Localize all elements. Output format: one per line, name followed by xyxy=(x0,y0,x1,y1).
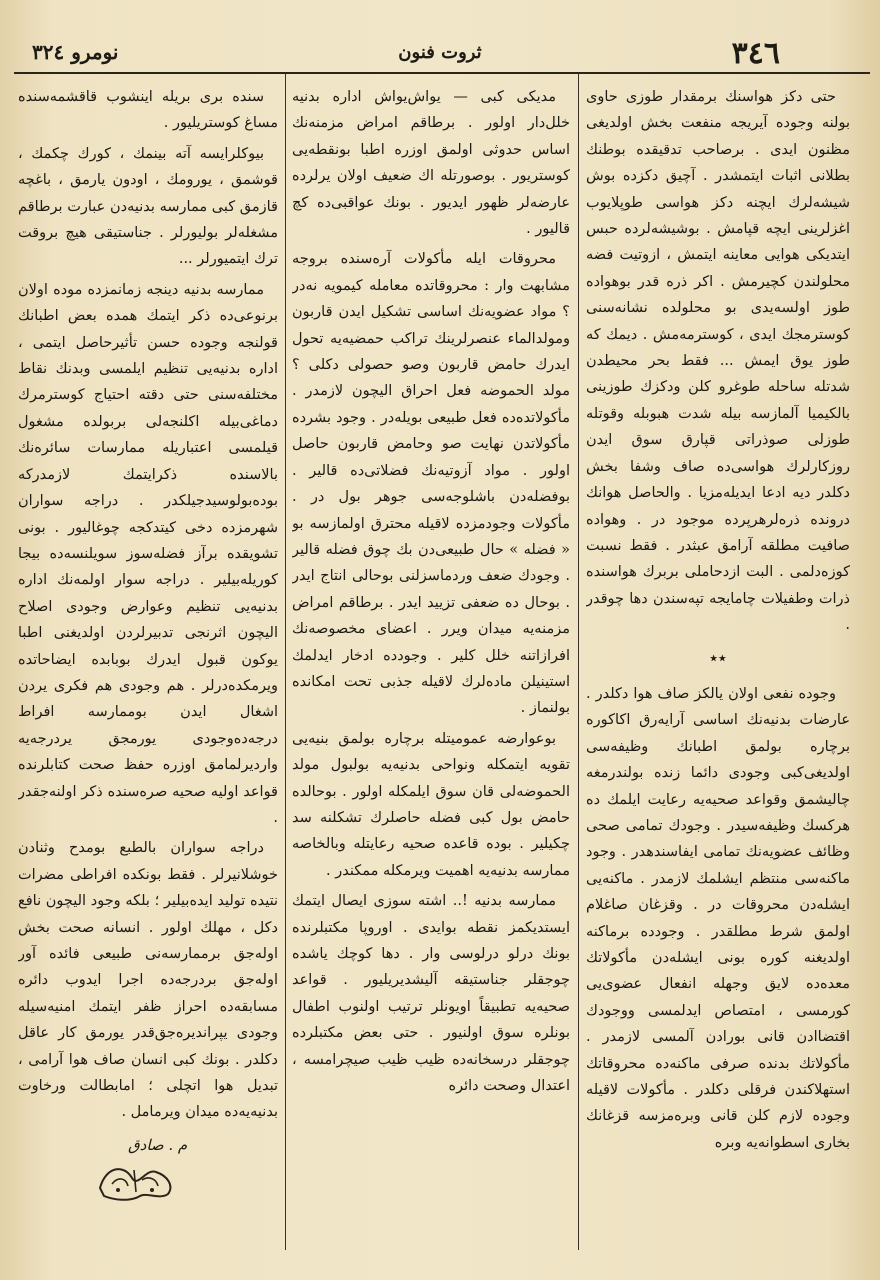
section-separator: ٭٭ xyxy=(709,647,727,667)
paragraph: سنده بری بریله اینشوب قاقشمه‌سنده مساغ کوستریلیور . xyxy=(18,89,278,132)
publisher-seal-ornament xyxy=(94,1158,180,1202)
journal-title: ثروت فنون xyxy=(398,42,482,63)
column-middle xyxy=(292,84,570,1259)
paragraph: بیوکلرایسه آته بینمك ، کورك چکمك ، قوشمق ، یورومك ، اودون یارمق ، باغچه قازمق کبی ممارسه بدنیه‌دن عبارت برطاقم مشغله‌لر بولیورلر . جناستیقی هیچ بروقت ترك ایتمیورلر ... xyxy=(18,145,278,268)
issue-number: نومرو ٣٢٤ xyxy=(32,40,119,64)
column-divider-right xyxy=(578,74,579,1250)
paragraph: دراجه سواران بالطبع بومدح وثنادن خوشلانیرلر . فقط بونکده افراطی مضرات نتیده تولید ایده‌بیلیر ؛ بلکه وجود الیچون نافع دکل ، مهلك اولور . انسانه صحت بخش اوله‌جق برممارسه‌نی طبیعی فائده آور اوله‌جق بردرجه‌ده اجرا ایدوب دائره مسابقه‌ده احراز ظفر ایتمك امنیه‌سیله وجودی یپراندیره‌جق‌قدر یورمق کار عاقل دکلدر . بونك کبی انسان صاف هوا آرامی ، تبدیل هوا اتچلی ؛ امابطالت ورخاوت بدنیه‌یه‌ده میدان ویرمامل . xyxy=(18,840,278,1121)
column-right xyxy=(586,84,850,1259)
paragraph: وجوده نفعی اولان یالکز صاف هوا دکلدر . عارضات بدنیه‌نك اساسی آرایه‌رق اکا‌کوره برچاره بولمق اطبانك وظیفه‌سی اولدیغی‌کبی وجودی دائما زنده بولندرمغه چالیشمق وقواعد صحیه‌یه رعایت ایلمك ده هرکسك وظیفه‌سیدر . وجودك تمامی صحی وظائف عضو‌یه‌نك تمامی ایفاسندهدر . وجود ماکنه‌سی منتظم ایشلمك لازمدر . ماکنه‌یی ایشله‌دن محروقات در . وقزغان صاغلام اولمق شرط مطلقدر . وجودده برماکنه اولدیغنه کوره بونی ایشله‌دن مأکولاتك معده‌ده لایق وجهله انفعال عضوی‌یی کورمسی ، امتصاص ایدلمسی ووجودك اقتضاادن قانی بورادن آلمسی لازمدر . مأکولاتك بدنده صرفی ماکنه‌ده محروقاتك استهلاکندن فرقلی دکلدر . مأکولات لاقیله وجوده لازم کلن قانی وبره‌مزسه قزغانك بخاری اسطوانه‌یه وبره xyxy=(586,685,850,1151)
column-divider-left xyxy=(285,74,286,1250)
column-left xyxy=(18,84,278,1204)
author-signature: م . صادق xyxy=(128,1135,188,1154)
paragraph: ممارسه بدنیه !.. اشته سوزی ایصال ایتمك ایستدیکمز نقطه بوایدی . اوروپا مکتبلرنده بونك درلو درلوسی وار . دها کوچك یاشده چوجقلر جناستیقه آلیشدیریلیور . قواعد صحیه‌یه تطبیقاً اویونلر ترتیب اولنوب اطفال بونلره سوق اولنیور . حتی بعض مکتبلرده چوجقلر درسخانه‌ده ظیب ظیب صیچرامسه ، اعتدال وصحت دائره‌ xyxy=(292,893,570,1095)
paragraph: ممارسه بدنیه دینجه زمانمزده موده اولان برنوعی‌ده ذکر ایتمك همده بعض اطبانك قولنجه وجوده حسن تأثیرحاصل ایتمی ، اداره بدنیه‌یی تنظیم ایلمسی وبدنك نقاط مختلفه‌سنی حتی دقته احتیاج کوسترمرك دماغی‌بیله اکلنجه‌لی بربولده مشغول قیلمسی اعتباریله ممارسات سائره‌نك بالاسنده ذکرایتمك لازمدرکه بوده‌بولوسیدجیلکدر . دراجه سواران شهرمزده دخی کیتدکجه چوغالیور . بونی تشویقده برآز فضله‌سوز سویلنسه‌ده بیجا کوریله‌بیلیر . دراجه سوار اولمه‌نك اداره بدنیه‌یی تنظیم وعوارض وجودی اصلاح الیچون اثرنجی تدبیرلردن اولدیغنی اطبا یوکون قبول ایدرك بوبابده ایضاحاتده ویرمکده‌درلر . هم وجودی هم فکری یردن اشغال ایدن بوممارسه افراط درجه‌ده‌وجودی یورمجق یردرجه‌یه واردیرلمامق اوزره حفظ صحت کتابلرنده قواعد اولیه صحیه صره‌سنده ذکر اولنه‌جقدر . xyxy=(18,281,278,826)
paragraph: حتی دکز هواسنك برمقدار طوزی حاوی بولنه وجوده آیریجه منفعت بخش اولدیغی مظنون ایدی . برصاحب تدقیقده بوطنك بطلانی اثبات ایتمشدر . آچیق دکزده بوش شیشه‌لرك ایچنه دکز هواسی طوپلایوب اغزلرینی ایچه قپامش . بوشیشه‌لرده حبس ایتدیکی هوایی معاینه ایتمش ، ازوتیت فضه محلولندن کچیرمش . اکر ذره قدر بوهواده طوز اولسه‌یدی بو محلولده نشانه‌سنی کوسترمجك ایدی ، کوسترمه‌مش . دیمك که طوز یوق ایمش ... فقط بحر محیطدن شدتله ساحله طوغرو کلن ودکزك طوزینی بالکیمیا آلمازسه بیله شدت هبوبله وقوتله طوزلی صوذراتی قپارق سوق ایدن روزکارلرك هواسی‌ده صاف وشفا بخش دکلدر دیه ادعا ایدیله‌مزیا . والحاصل هوانك درونده ذره‌لرهرپرده موجود در . وهواده صافیت مطلقه آرامق عبثدر . فقط نسبت کوزه‌دلمی . البت ازدحاملی بربرك هواسنده ذرات وطفیلات چامایجه تپه‌سندن دها چوقدر . xyxy=(586,89,850,634)
header-rule xyxy=(14,72,870,74)
paragraph: محروقات ایله مأکولات آره‌سنده بروجه مشابهت وار : محروقاتده معامله کیمویه نه‌در ؟ مواد عضویه‌نك اساسی تشکیل ایدن قاربون ومولدالماء عنصرلرینك تراکب حمضیه‌یه تحول ایدرك حامض قاربون وصو حصولی دکلی ؟ مولد الحموضه فعل احراق الیچون لازمدر . مأکولاتده‌ده فعل طبیعی بویله‌در . وجود بشرده مأکولاتدن نهایت صو وحامض قاربون حاصل اولور . مواد آزوتیه‌نك فضلاتی‌ده قالیر . بوفضله‌دن باشلوجه‌سی جوهر بول در . مأکولات وجودمزده لاقیله محترق اولمازسه بو « فضله » حال طبیعی‌دن بك چوق فضله قالیر . وجودك ضعف وردماسزلنی بوحالی انتاج ایدر . بوحال ده ضعفی تزیید ایدر . برطاقم امراض مزمنه‌یه میدان ویرر . اعضای مخصوصه‌نك افرازاتنه خلل کلیر . وجودده ادخار ایدلمك استینیلن ماده‌لرك لاقیله جذبی تحت امکانده بولنماز . xyxy=(292,251,570,717)
page-header xyxy=(12,30,868,72)
paragraph: مدیکی کبی — یواش‌یواش اداره بدنیه خلل‌دار اولور . برطاقم امراض مزمنه‌نك اساس حدوثی اولمق اوزره اطبا بونقطه‌یی کوستریور . بوصورتله اك ضعیف اولان یرلرده عارضه‌لر ظهور ایدیور . بونك عواقبی‌ده کچ قالیور . xyxy=(292,89,570,238)
page-number: ٣٤٦ xyxy=(731,36,780,71)
paragraph: بوعوارضه عمومیتله برچاره بولمق بنیه‌یی تقویه ایتمکله ونواحی بدنیه‌یه بولبول مولد الحموضه‌لی قان سوق ایلمکله اولور . بوحالده حامض بول کبی فضله حاصلرك تشکلنه سد چکیلیر . بوده قاعده صحیه رعایتله وبالخاصه ممارسه بدنیه‌یه اهمیت ویرمکله ممکندر . xyxy=(292,730,570,879)
